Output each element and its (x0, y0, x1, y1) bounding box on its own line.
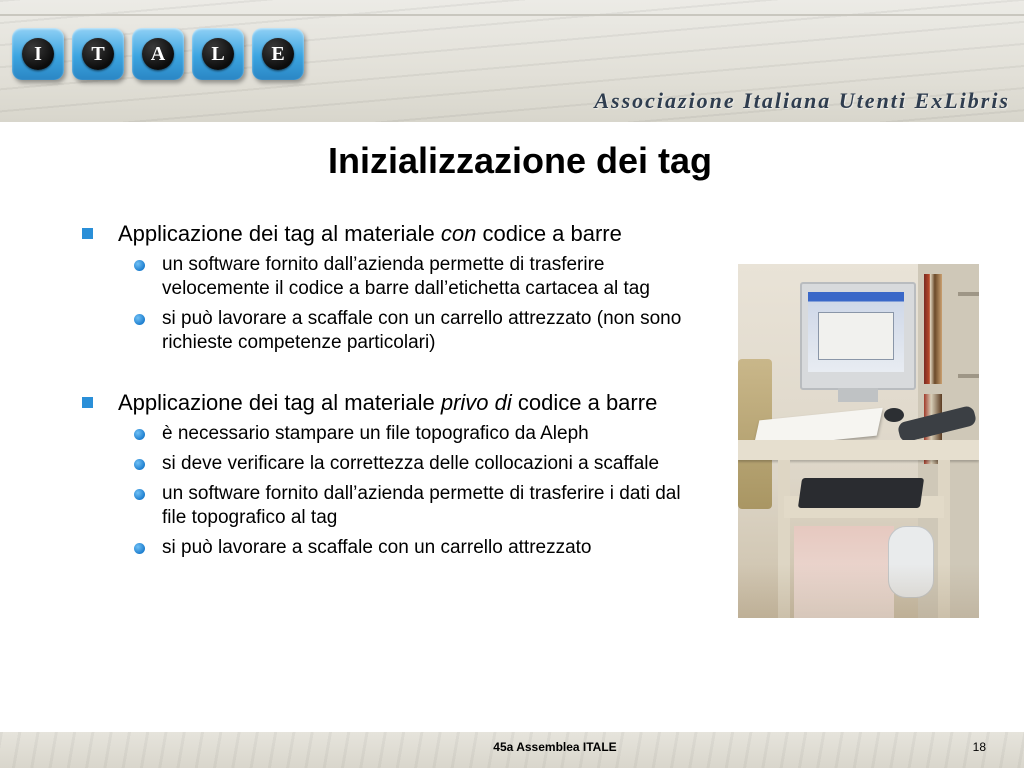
bullet-level2 (82, 452, 692, 476)
bullet-level1 (82, 220, 722, 247)
organization-name: Associazione Italiana Utenti ExLibris (594, 88, 1010, 113)
slide-body (82, 220, 722, 560)
heading-emphasis: con (440, 221, 477, 246)
shelf-board (958, 292, 979, 296)
round-bullet-icon (134, 543, 145, 554)
logo-letter: L (202, 38, 234, 70)
workstation-photo (738, 264, 979, 618)
bullet-level2 (82, 307, 692, 355)
header-rule (0, 14, 1024, 16)
heading-text: Applicazione dei tag al materiale (118, 390, 441, 415)
slide-title: Inizializzazione dei tag (327, 140, 713, 181)
square-bullet-icon (82, 397, 93, 408)
itale-logo (12, 28, 304, 84)
round-bullet-icon (134, 260, 145, 271)
bullet-level2 (82, 253, 692, 301)
logo-letter: A (142, 38, 174, 70)
bullet-text: si può lavorare a scaffale con un carrello attrezzato (non sono richieste competenze particolari) (162, 308, 682, 353)
logo-tile-e (252, 28, 304, 80)
bullet-level2 (82, 482, 692, 530)
logo-tile-l (192, 28, 244, 80)
slide-footer (0, 732, 1024, 768)
slide-header (0, 0, 1024, 122)
footer-title: 45a Assemblea ITALE (493, 740, 617, 754)
logo-tile-i (12, 28, 64, 80)
bullet-level2 (82, 422, 692, 446)
heading-text: codice a barre (476, 221, 622, 246)
keyboard (798, 478, 924, 508)
logo-letter: E (262, 38, 294, 70)
mouse (884, 408, 904, 422)
round-bullet-icon (134, 459, 145, 470)
page-number: 18 (972, 740, 986, 754)
heading-emphasis: privo di (440, 390, 512, 415)
monitor-stand (838, 388, 878, 402)
logo-tile-a (132, 28, 184, 80)
bullet-text: si deve verificare la correttezza delle collocazioni a scaffale (162, 453, 660, 474)
round-bullet-icon (134, 489, 145, 500)
heading-text: codice a barre (511, 390, 658, 415)
logo-letter: T (82, 38, 114, 70)
bullet-text: un software fornito dall’azienda permette di trasferire i dati dal file topografico al tag (162, 483, 681, 528)
bullet-text: si può lavorare a scaffale con un carrello attrezzato (162, 537, 592, 558)
logo-letter: I (22, 38, 54, 70)
heading-text: Applicazione dei tag al materiale (118, 221, 441, 246)
monitor-window (818, 312, 894, 360)
floor (738, 564, 979, 618)
shelf-books (924, 274, 942, 384)
square-bullet-icon (82, 228, 93, 239)
bullet-level2 (82, 536, 692, 560)
round-bullet-icon (134, 429, 145, 440)
round-bullet-icon (134, 314, 145, 325)
bullet-text: un software fornito dall’azienda permette di trasferire velocemente il codice a barre dall’etichetta cartacea al tag (162, 254, 650, 299)
logo-tile-t (72, 28, 124, 80)
desk-top (738, 440, 979, 460)
shelf-board (958, 374, 979, 378)
bullet-text: è necessario stampare un file topografico da Aleph (162, 423, 589, 444)
bullet-level1 (82, 389, 722, 416)
